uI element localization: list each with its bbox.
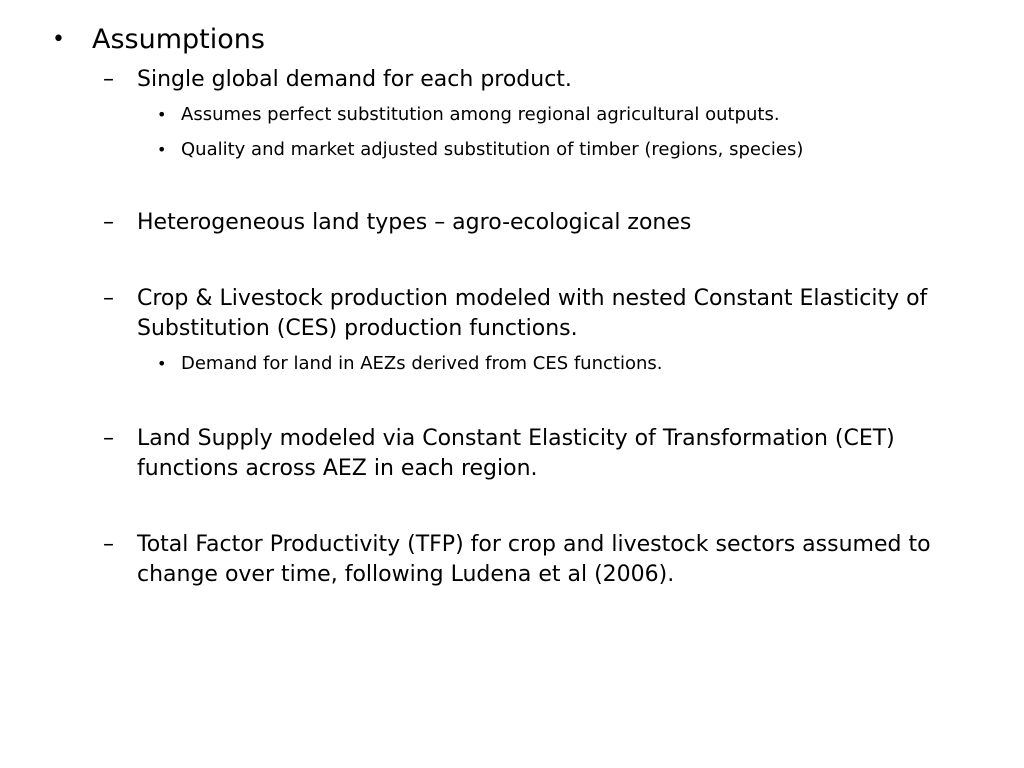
item-tfp-line-1: Total Factor Productivity (TFP) for crop and livestock sectors assumed to [137,532,931,557]
assumptions-heading: Assumptions [92,24,265,55]
sub-bullet-dot: • [157,354,167,373]
sub-bullet-dot: • [157,105,167,124]
item-crop-livestock-line-1: Crop & Livestock production modeled with nested Constant Elasticity of [137,286,928,311]
subitem-demand-for-land: Demand for land in AEZs derived from CES functions. [181,353,663,374]
subitem-timber-substitution: Quality and market adjusted substitution of timber (regions, species) [181,139,804,160]
item-crop-livestock-line-2: Substitution (CES) production functions. [137,316,578,341]
item-single-global-demand: Single global demand for each product. [137,67,572,92]
dash-bullet: – [103,426,114,451]
dash-bullet: – [103,286,114,311]
bullet-dot: • [52,27,65,52]
sub-bullet-dot: • [157,140,167,159]
item-land-supply-line-2: functions across AEZ in each region. [137,456,538,481]
item-tfp-line-2: change over time, following Ludena et al (2006). [137,562,675,587]
item-land-supply-line-1: Land Supply modeled via Constant Elasticity of Transformation (CET) [137,426,895,451]
subitem-perfect-substitution: Assumes perfect substitution among regional agricultural outputs. [181,104,780,125]
item-heterogeneous-land: Heterogeneous land types – agro-ecological zones [137,210,692,235]
dash-bullet: – [103,210,114,235]
dash-bullet: – [103,67,114,92]
dash-bullet: – [103,532,114,557]
